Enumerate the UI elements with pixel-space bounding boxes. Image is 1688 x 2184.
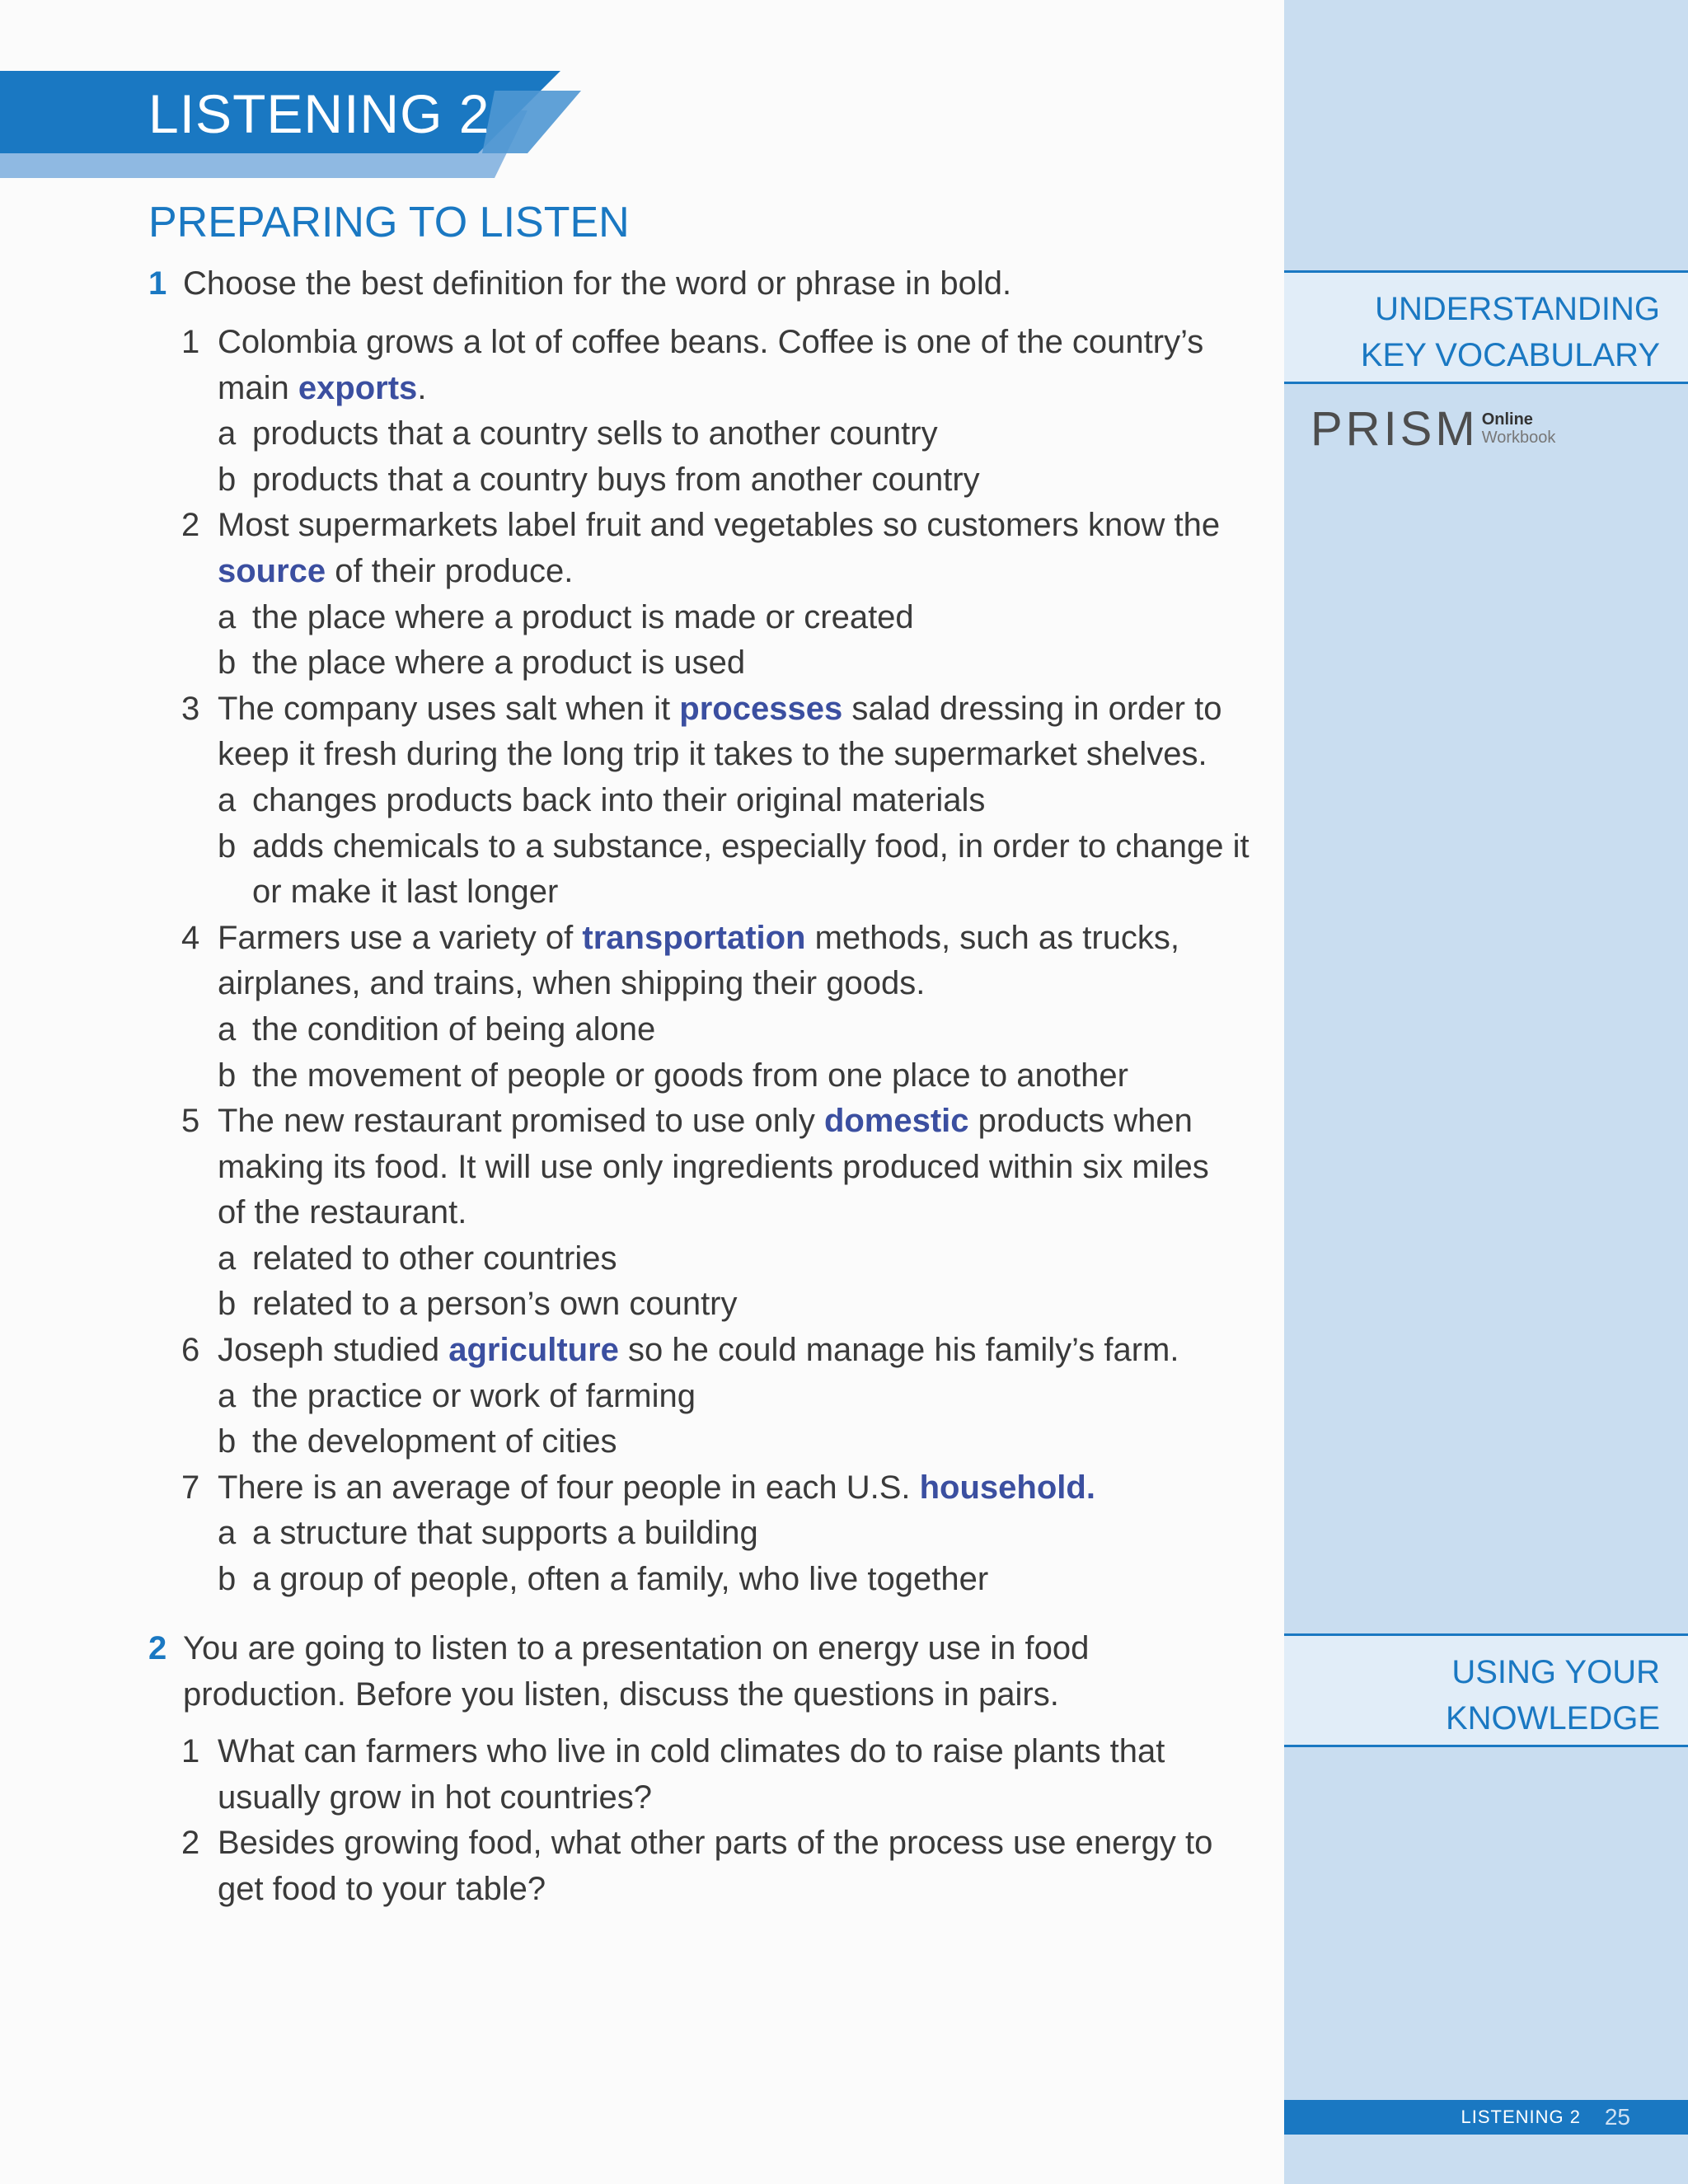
option-b: the development of cities xyxy=(252,1423,617,1460)
item-text: products when xyxy=(968,1103,1193,1140)
sidebar-label: KEY VOCABULARY xyxy=(1360,337,1660,373)
item-text: making its food. It will use only ingredients produced within six miles xyxy=(218,1148,1209,1185)
item-number: 2 xyxy=(181,507,200,544)
keyword: agriculture xyxy=(448,1332,619,1369)
item-number: 5 xyxy=(181,1103,200,1140)
item-text: Most supermarkets label fruit and vegetables so customers know the xyxy=(218,507,1221,544)
option-a: a structure that supports a building xyxy=(252,1515,758,1552)
sidebar-box-knowledge xyxy=(1284,1633,1688,1747)
exercise-1-items xyxy=(181,320,1253,1603)
section-heading: PREPARING TO LISTEN xyxy=(148,199,630,246)
option-letter: b xyxy=(218,644,237,682)
option-letter: b xyxy=(218,827,237,865)
prism-wordmark: PRISM xyxy=(1311,401,1479,456)
list-item xyxy=(181,1465,1253,1603)
option-letter: a xyxy=(218,1010,237,1047)
item-text: Besides growing food, what other parts of the process use energy to xyxy=(218,1825,1213,1862)
list-item xyxy=(181,916,1253,1099)
option-b: adds chemicals to a substance, especially food, in order to change it xyxy=(252,827,1250,865)
keyword: source xyxy=(218,552,326,589)
instruction-text: Choose the best definition for the word or phrase in bold. xyxy=(183,265,1012,302)
item-text: so he could manage his family’s farm. xyxy=(618,1332,1179,1369)
option-letter: b xyxy=(218,461,237,498)
item-text: Joseph studied xyxy=(218,1332,449,1369)
page-number: 25 xyxy=(1604,2104,1630,2130)
footer-section-label: LISTENING 2 xyxy=(1461,2107,1581,2127)
option-a: products that a country sells to another country xyxy=(252,415,938,452)
option-letter: a xyxy=(218,1515,237,1552)
item-text: usually grow in hot countries? xyxy=(218,1779,652,1816)
sidebar-label: USING YOUR xyxy=(1451,1654,1660,1690)
option-letter: a xyxy=(218,1377,237,1414)
list-item xyxy=(181,1328,1253,1465)
page-title: LISTENING 2 xyxy=(148,83,490,144)
option-b: related to a person’s own country xyxy=(252,1286,738,1323)
option-letter: a xyxy=(218,781,237,818)
option-letter: a xyxy=(218,1240,237,1277)
item-text: The new restaurant promised to use only xyxy=(218,1103,824,1140)
item-text: Colombia grows a lot of coffee beans. Coffee is one of the country’s xyxy=(218,324,1204,360)
item-number: 1 xyxy=(181,1733,200,1769)
keyword: processes xyxy=(679,690,843,727)
keyword: transportation xyxy=(582,919,806,956)
item-text: methods, such as trucks, xyxy=(805,919,1180,956)
sidebar-box-vocabulary xyxy=(1284,270,1688,384)
prism-online-text: Online xyxy=(1481,410,1533,429)
list-item xyxy=(181,1821,1253,1912)
item-number: 2 xyxy=(181,1825,200,1862)
exercise-2-instruction xyxy=(148,1625,1220,1718)
list-item xyxy=(181,1729,1253,1821)
sidebar-label: KNOWLEDGE xyxy=(1445,1700,1660,1736)
option-a: the practice or work of farming xyxy=(252,1377,696,1414)
item-text: . xyxy=(417,369,427,406)
item-text: Farmers use a variety of xyxy=(218,919,583,956)
item-number: 6 xyxy=(181,1332,200,1369)
item-number: 4 xyxy=(181,919,200,956)
instruction-text: production. Before you listen, discuss the questions in pairs. xyxy=(183,1676,1059,1713)
keyword: household. xyxy=(919,1469,1095,1506)
option-letter: b xyxy=(218,1561,237,1598)
exercise-2-items xyxy=(181,1729,1253,1912)
list-item xyxy=(181,503,1253,686)
item-number: 7 xyxy=(181,1469,200,1506)
option-b: the movement of people or goods from one place to another xyxy=(252,1057,1128,1094)
list-item xyxy=(181,687,1253,916)
page-footer xyxy=(1284,2100,1688,2135)
item-text: salad dressing in order to xyxy=(842,690,1222,727)
item-number: 1 xyxy=(181,324,200,360)
item-text: The company uses salt when it xyxy=(218,690,680,727)
option-b: a group of people, often a family, who live together xyxy=(252,1561,989,1598)
instruction-text: You are going to listen to a presentation on energy use in food xyxy=(183,1630,1090,1666)
option-b-continued: or make it last longer xyxy=(252,874,559,911)
option-a: changes products back into their original materials xyxy=(252,781,986,818)
item-text: keep it fresh during the long trip it takes to the supermarket shelves. xyxy=(218,736,1207,773)
item-text: get food to your table? xyxy=(218,1870,546,1907)
option-a: the condition of being alone xyxy=(252,1010,656,1047)
item-text: airplanes, and trains, when shipping their goods. xyxy=(218,965,926,1002)
exercise-number: 1 xyxy=(148,265,167,302)
keyword: domestic xyxy=(823,1103,969,1140)
option-letter: a xyxy=(218,598,237,635)
keyword: exports xyxy=(298,369,418,406)
item-text: of their produce. xyxy=(326,552,574,589)
option-b: the place where a product is used xyxy=(252,644,746,682)
exercise-number: 2 xyxy=(148,1630,167,1666)
list-item xyxy=(181,320,1253,503)
option-a: related to other countries xyxy=(252,1240,617,1277)
sidebar-label: UNDERSTANDING xyxy=(1375,291,1660,327)
option-letter: a xyxy=(218,415,237,452)
prism-logo xyxy=(1311,401,1556,456)
option-letter: b xyxy=(218,1057,237,1094)
item-text: of the restaurant. xyxy=(218,1194,467,1231)
item-number: 3 xyxy=(181,690,200,727)
option-a: the place where a product is made or created xyxy=(252,598,914,635)
prism-workbook-text: Workbook xyxy=(1481,429,1556,447)
option-letter: b xyxy=(218,1423,237,1460)
item-text: main xyxy=(218,369,298,406)
item-text: What can farmers who live in cold climates do to raise plants that xyxy=(218,1733,1165,1769)
option-b: products that a country buys from another country xyxy=(252,461,980,498)
item-text: There is an average of four people in each U.S. xyxy=(218,1469,920,1506)
list-item xyxy=(181,1099,1253,1328)
option-letter: b xyxy=(218,1286,237,1323)
